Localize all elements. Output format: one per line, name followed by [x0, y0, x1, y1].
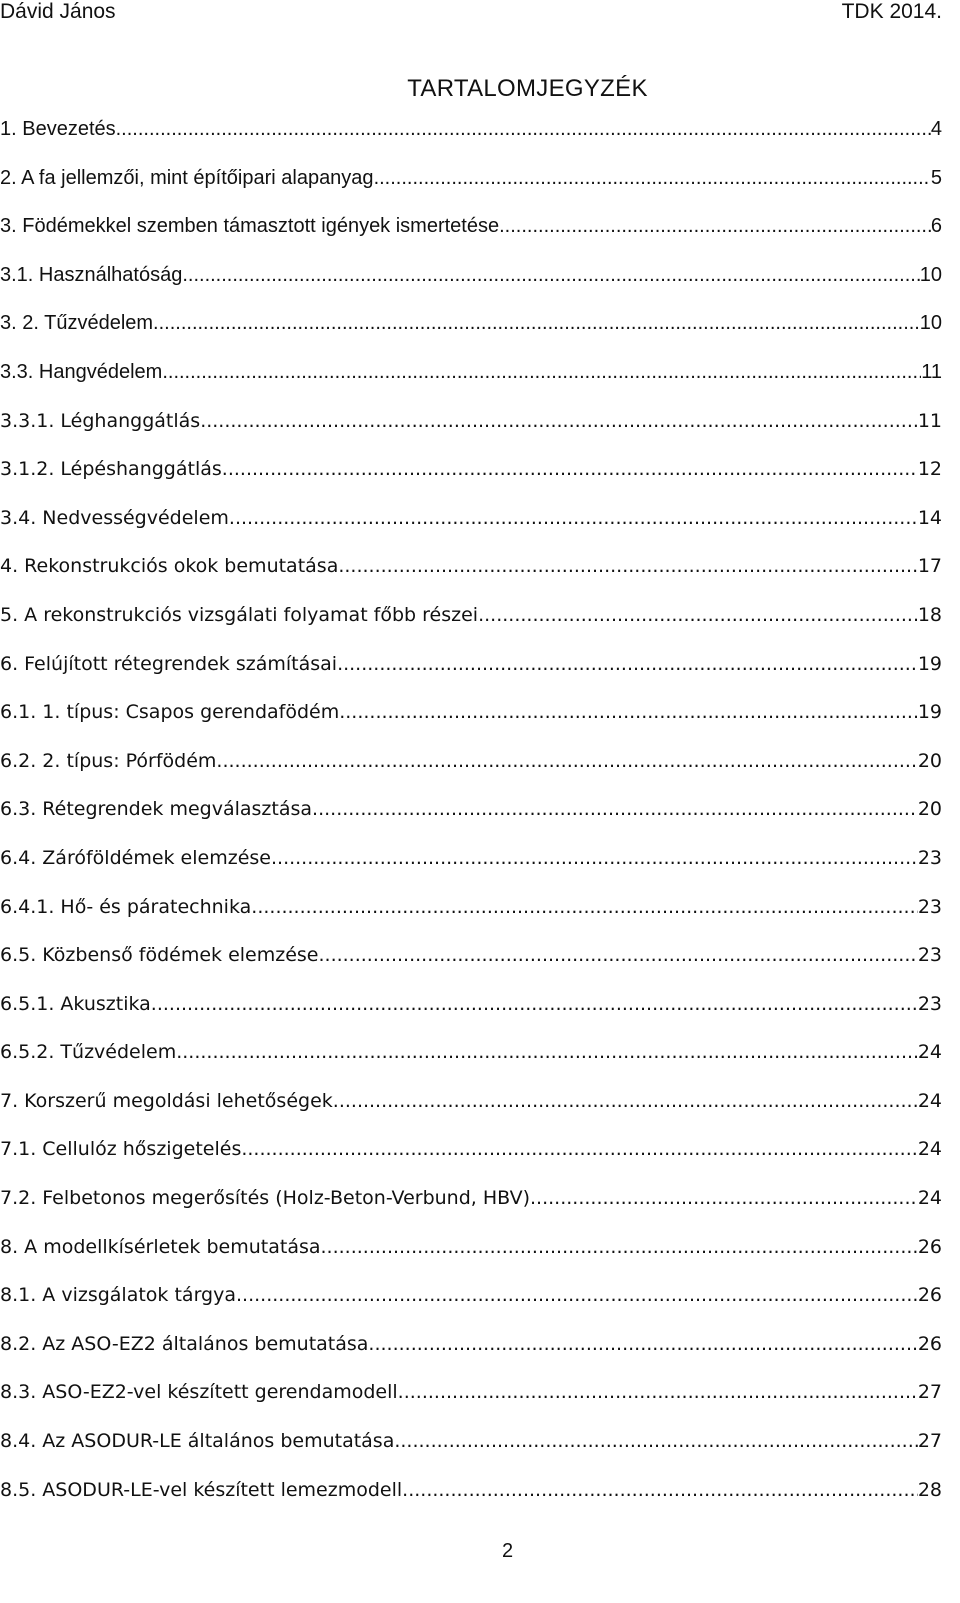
toc-entry-page: 11 [917, 409, 942, 432]
toc-entry-label: 6.3. Rétegrendek megválasztása [0, 798, 313, 821]
toc-entry-page: 12 [917, 458, 942, 481]
toc-dot-leader [216, 737, 917, 786]
toc-entry-page: 20 [917, 798, 942, 821]
toc-dot-leader [251, 883, 918, 932]
toc-entry[interactable] [0, 640, 942, 689]
toc-dot-leader [153, 299, 920, 348]
toc-entry-page: 27 [917, 1381, 942, 1404]
toc-entry[interactable] [0, 1320, 942, 1369]
toc-entry[interactable] [0, 154, 942, 203]
toc-entry[interactable] [0, 785, 942, 834]
toc-entry[interactable] [0, 202, 942, 251]
toc-entry-page: 19 [917, 652, 942, 675]
page-header [0, 0, 960, 26]
toc-entry[interactable] [0, 251, 942, 300]
toc-dot-leader [338, 542, 917, 591]
toc-entry-label: 7.2. Felbetonos megerősítés (Holz-Beton-Verbund, HBV) [0, 1187, 531, 1210]
toc-dot-leader [398, 1368, 918, 1417]
toc-entry-label: 8.1. A vizsgálatok tárgya [0, 1284, 236, 1307]
toc-entry-page: 18 [917, 603, 942, 626]
toc-dot-leader [271, 834, 918, 883]
toc-dot-leader [318, 931, 917, 980]
toc-entry-label: 3.1.2. Lépéshanggátlás [0, 458, 222, 481]
toc-dot-leader [321, 1223, 918, 1272]
toc-entry-label: 6.4. Záróföldémek elemzése [0, 846, 271, 869]
toc-entry[interactable] [0, 688, 942, 737]
toc-entry-page: 23 [917, 992, 942, 1015]
header-event: TDK 2014. [841, 0, 942, 23]
toc-entry-label: 8.2. Az ASO-EZ2 általános bemutatása [0, 1332, 369, 1355]
toc-entry[interactable] [0, 445, 942, 494]
toc-title: TARTALOMJEGYZÉK [407, 75, 648, 102]
toc-entry[interactable] [0, 494, 942, 543]
toc-entry-page: 27 [917, 1430, 942, 1453]
toc-entry-page: 24 [917, 1089, 942, 1112]
toc-dot-leader [176, 1028, 918, 1077]
toc-dot-leader [151, 980, 918, 1029]
toc-entry-page: 23 [917, 944, 942, 967]
toc-entry-page: 24 [917, 1041, 942, 1064]
toc-entry-page: 10 [919, 263, 942, 286]
toc-dot-leader [368, 1320, 917, 1369]
toc-dot-leader [236, 1271, 918, 1320]
toc-entry-page: 17 [917, 555, 942, 578]
toc-dot-leader [333, 1077, 918, 1126]
toc-entry-label: 6.5.1. Akusztika [0, 992, 151, 1015]
toc-entry-page: 11 [921, 360, 942, 383]
toc-entry-page: 20 [917, 749, 942, 772]
toc-entry[interactable] [0, 883, 942, 932]
toc-entry[interactable] [0, 397, 942, 446]
toc-entry-label: 6.5.2. Tűzvédelem [0, 1041, 177, 1064]
toc-dot-leader [394, 1417, 917, 1466]
toc-dot-leader [222, 445, 918, 494]
toc-entry-label: 3.3. Hangvédelem [0, 360, 163, 383]
toc-entry-label: 3.4. Nedvességvédelem [0, 506, 229, 529]
toc-entry-label: 6.2. 2. típus: Pórfödém [0, 749, 217, 772]
toc-entry-label: 6.1. 1. típus: Csapos gerendafödém [0, 701, 340, 724]
toc-entry-page: 23 [917, 895, 942, 918]
toc-entry[interactable] [0, 1077, 942, 1126]
toc-entry-page: 10 [919, 312, 942, 335]
toc-dot-leader [229, 494, 918, 543]
page-number: 2 [501, 1540, 514, 1562]
toc-dot-leader [162, 348, 921, 397]
table-of-contents [0, 105, 942, 1514]
toc-entry-label: 8.3. ASO-EZ2-vel készített gerendamodell [0, 1381, 398, 1404]
toc-entry-page: 24 [917, 1138, 942, 1161]
toc-entry-label: 6. Felújított rétegrendek számításai [0, 652, 338, 675]
toc-entry-page: 26 [917, 1332, 942, 1355]
toc-dot-leader [116, 105, 931, 154]
toc-entry-page: 14 [917, 506, 942, 529]
toc-entry-label: 7.1. Cellulóz hőszigetelés [0, 1138, 242, 1161]
toc-entry-page: 26 [917, 1235, 942, 1258]
toc-entry-label: 8. A modellkísérletek bemutatása [0, 1235, 321, 1258]
toc-entry-label: 6.4.1. Hő- és páratechnika [0, 895, 252, 918]
toc-entry-page: 28 [917, 1478, 942, 1501]
toc-dot-leader [374, 154, 931, 203]
toc-entry[interactable] [0, 348, 942, 397]
toc-dot-leader [478, 591, 918, 640]
toc-entry[interactable] [0, 591, 942, 640]
toc-dot-leader [499, 202, 931, 251]
toc-entry-label: 3. 2. Tűzvédelem [0, 312, 154, 335]
toc-entry[interactable] [0, 1417, 942, 1466]
toc-entry-label: 6.5. Közbenső födémek elemzése [0, 944, 319, 967]
toc-dot-leader [312, 785, 918, 834]
toc-dot-leader [339, 688, 918, 737]
toc-entry-label: 8.4. Az ASODUR-LE általános bemutatása [0, 1430, 395, 1453]
toc-entry[interactable] [0, 542, 942, 591]
toc-entry[interactable] [0, 834, 942, 883]
toc-entry[interactable] [0, 1271, 942, 1320]
toc-entry-label: 3.3.1. Léghanggátlás [0, 409, 201, 432]
toc-entry-label: 4. Rekonstrukciós okok bemutatása [0, 555, 339, 578]
toc-dot-leader [402, 1466, 918, 1515]
header-author: Dávid János [0, 0, 116, 23]
toc-entry[interactable] [0, 1125, 942, 1174]
toc-entry[interactable] [0, 299, 942, 348]
toc-entry-label: 5. A rekonstrukciós vizsgálati folyamat főbb részei [0, 603, 479, 626]
toc-entry[interactable] [0, 931, 942, 980]
toc-entry[interactable] [0, 1466, 942, 1515]
toc-entry[interactable] [0, 1174, 942, 1223]
toc-dot-leader [337, 640, 918, 689]
toc-entry-page: 4 [930, 118, 942, 140]
toc-entry[interactable] [0, 737, 942, 786]
toc-entry-label: 1. Bevezetés [0, 118, 116, 140]
toc-entry-label: 3.1. Használhatóság [0, 263, 183, 286]
toc-entry-page: 19 [917, 701, 942, 724]
toc-dot-leader [182, 251, 919, 300]
toc-entry-page: 26 [917, 1284, 942, 1307]
toc-dot-leader [200, 397, 918, 446]
toc-entry-page: 24 [917, 1187, 942, 1210]
toc-entry-label: 7. Korszerű megoldási lehetőségek [0, 1089, 333, 1112]
toc-entry[interactable] [0, 1028, 942, 1077]
toc-entry[interactable] [0, 980, 942, 1029]
toc-entry-page: 23 [917, 846, 942, 869]
toc-entry-page: 6 [930, 215, 942, 238]
toc-dot-leader [530, 1174, 918, 1223]
toc-entry-label: 2. A fa jellemzői, mint építőipari alapanyag [0, 166, 374, 189]
toc-entry[interactable] [0, 105, 942, 154]
toc-entry-label: 3. Födémekkel szemben támasztott igények ismertetése [0, 215, 500, 238]
toc-entry-label: 8.5. ASODUR-LE-vel készített lemezmodell [0, 1478, 403, 1501]
toc-entry[interactable] [0, 1368, 942, 1417]
toc-entry-page: 5 [930, 166, 942, 189]
toc-dot-leader [241, 1125, 917, 1174]
toc-entry[interactable] [0, 1223, 942, 1272]
